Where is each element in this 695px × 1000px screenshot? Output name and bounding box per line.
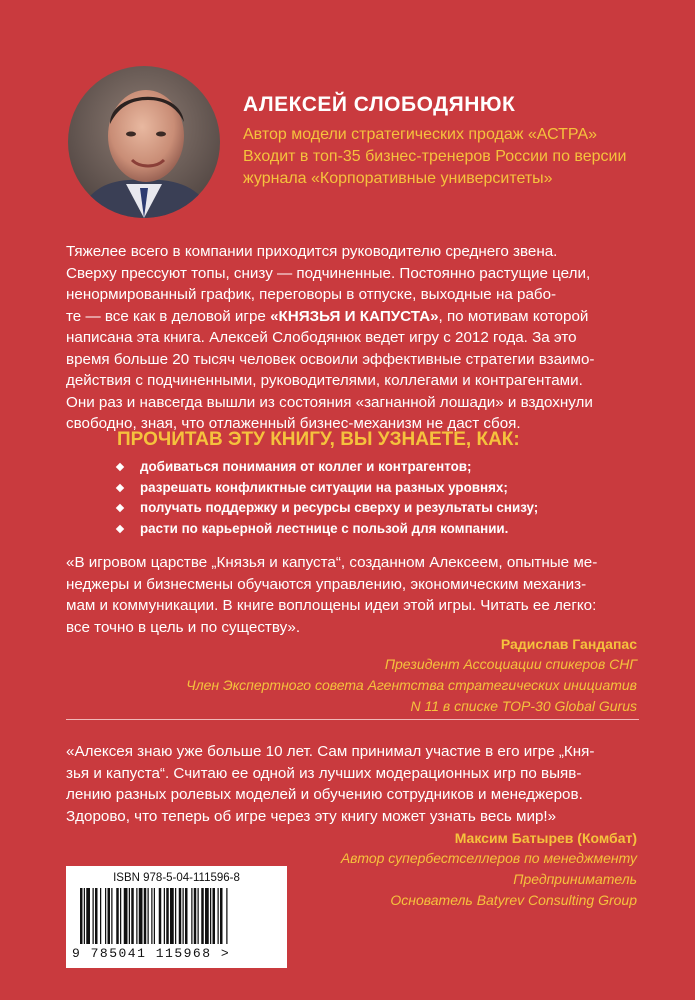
testimonial-attribution — [77, 634, 637, 717]
quote-line: «Алексея знаю уже больше 10 лет. Сам принимал участие в его игре „Кня- — [66, 743, 595, 760]
author-role-line: журнала «Корпоративные университеты» — [243, 170, 553, 187]
author-role-line: Автор модели стратегических продаж «АСТРА» — [243, 126, 598, 143]
author-role-line: Входит в топ-35 бизнес-тренеров России по версии — [243, 148, 627, 165]
diamond-bullet-icon — [116, 504, 124, 512]
author-portrait-image — [68, 66, 220, 218]
testimonial-author: Радислав Гандапас — [500, 636, 637, 652]
testimonial-quote — [66, 552, 638, 638]
testimonial-author-title: N 11 в списке TOP-30 Global Gurus — [410, 698, 637, 714]
list-item: расти по карьерной лестнице с пользой для компании. — [117, 519, 637, 540]
barcode-digits: 9 785041 115968 > — [72, 946, 231, 961]
quote-line: мам и коммуникации. В книге воплощены идеи этой игры. Читать ее легко: — [66, 597, 597, 614]
learn-heading: ПРОЧИТАВ ЭТУ КНИГУ, ВЫ УЗНАЕТЕ, КАК: — [117, 429, 520, 450]
quote-line: все точно в цель и по существу». — [66, 618, 301, 636]
diamond-bullet-icon — [116, 524, 124, 532]
intro-paragraph — [66, 241, 638, 435]
isbn-number: ISBN 978-5-04-111596-8 — [113, 872, 240, 884]
isbn-barcode — [66, 866, 287, 968]
list-item: разрешать конфликтные ситуации на разных уровнях; — [117, 478, 637, 499]
intro-line: Они раз и навсегда вышли из состояния «загнанной лошади» и вздохнули — [66, 393, 593, 411]
list-item: добиваться понимания от коллег и контрагентов; — [117, 457, 637, 478]
testimonial-author-title: Член Экспертного совета Агентства стратегических инициатив — [186, 677, 637, 693]
diamond-bullet-icon — [116, 463, 124, 471]
author-name: АЛЕКСЕЙ СЛОБОДЯНЮК — [243, 93, 516, 116]
quote-line: лению разных ролевых моделей и обучению сотрудников и менеджеров. — [66, 786, 583, 803]
divider — [66, 719, 639, 720]
intro-line: написана эта книга. Алексей Слободянюк ведет игру с 2012 года. За это — [66, 329, 577, 346]
list-item: получать поддержку и ресурсы сверху и результаты снизу; — [117, 498, 637, 519]
intro-line: ненормированный график, переговоры в отпуске, выходные на рабо- — [66, 286, 557, 303]
diamond-bullet-icon — [116, 483, 124, 491]
testimonial-author-title: Автор супербестселлеров по менеджменту — [340, 850, 637, 866]
testimonial-quote — [66, 741, 638, 827]
testimonial-author-title: Президент Ассоциации спикеров СНГ — [384, 656, 637, 672]
intro-line: те — все как в деловой игре «КНЯЗЬЯ И КАПУСТА», по мотивам которой — [66, 307, 589, 325]
learn-list — [117, 457, 637, 539]
testimonial-author-title: Основатель Batyrev Consulting Group — [390, 892, 637, 908]
author-credentials — [243, 124, 663, 190]
game-title: «КНЯЗЬЯ И КАПУСТА» — [270, 307, 439, 325]
quote-line: неджеры и бизнесмены обучаются управлению, экономическим механиз- — [66, 575, 587, 593]
quote-line: «В игровом царстве „Князья и капуста“, созданном Алексеем, опытные ме- — [66, 554, 598, 571]
testimonial-author: Максим Батырев (Комбат) — [454, 830, 637, 846]
quote-line: Здорово, что теперь об игре через эту книгу может узнать весь мир!» — [66, 807, 557, 825]
intro-line: свободно, зная, что отлаженный бизнес-механизм не даст сбоя. — [66, 415, 521, 432]
barcode-icon — [76, 888, 278, 946]
author-photo — [68, 66, 220, 218]
intro-line: действия с подчиненными, руководителями, коллегами и контрагентами. — [66, 372, 583, 389]
quote-line: зья и капуста“. Считаю ее одной из лучших модерационных игр по выяв- — [66, 764, 582, 782]
intro-line: время больше 20 тысяч человек освоили эффективные стратегии взаимо- — [66, 350, 595, 368]
testimonial-author-title: Предприниматель — [513, 871, 637, 887]
intro-line: Сверху прессуют топы, снизу — подчиненные. Постоянно растущие цели, — [66, 264, 591, 282]
intro-line: Тяжелее всего в компании приходится руководителю среднего звена. — [66, 243, 558, 260]
